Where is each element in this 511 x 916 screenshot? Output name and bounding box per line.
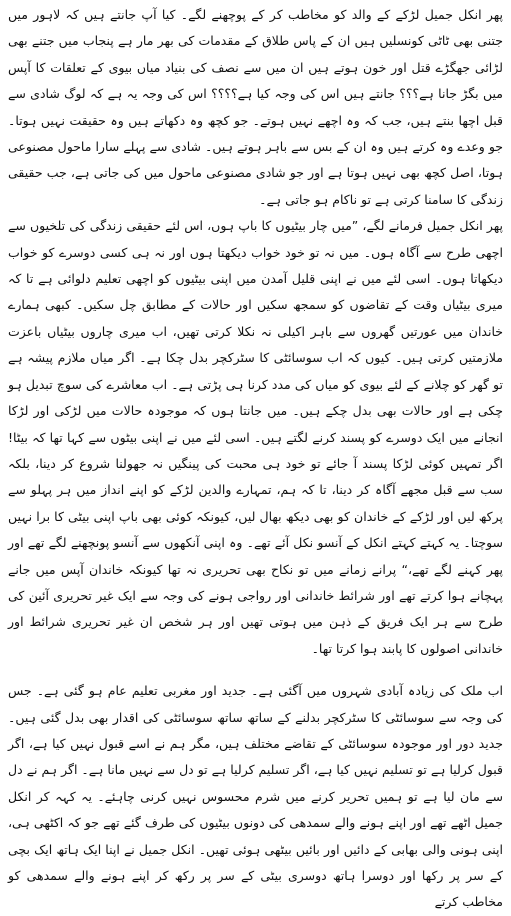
paragraph-modern-society: اب ملک کی زیادہ آبادی شہروں میں آگئی ہے۔ جدید اور مغربی تعلیم عام ہو گئی ہے۔ جس کی وجہ سے سوسائٹی کا سٹرکچر بدلنے کے ساتھ ساتھ سوسائٹی کی اقدار بھی بدل گئی ہیں۔ جدید دور اور موجودہ سوسائٹی کے تقاضے مختلف ہیں، مگر ہم نے اسے قبول نہیں کیا ہے، اگر قبول کرلیا ہے تو تسلیم نہیں کیا ہے، اگر تسلیم کرلیا ہے تو دل سے نہیں مانا ہے۔ اگر ہم نے دل سے مان لیا ہے تو ہمیں تحریر کرنے میں شرم محسوس نہیں کرنی چاہئے۔ یہ کہہ کر انکل جمیل اٹھے تھے اور اپنے ہونے والے سمدھی کی دونوں بیٹیوں کی طرف گئے تھے جو کہ اکٹھی ہی، اپنی ہونی والی بھابی کے دائیں اور بائیں بیٹھی ہوئی تھیں۔ انکل جمیل نے اپنا ایک ہاتھ ایک بچی کے سر پر رکھا اور دوسرا ہاتھ دوسری بیٹی کے سر پر رکھ کر اپنے ہونے والے سمدھی کو مخاطب کرتے bbox=[8, 683, 503, 910]
paragraph-four-daughters: پھر انکل جمیل فرمانے لگے، ”میں چار بیٹیوں کا باپ ہوں، اس لئے حقیقی زندگی کی تلخیوں سے اچھی طرح سے آگاہ ہوں۔ میں نہ تو خود خواب دیکھتا ہوں اور نہ ہی کسی دوسرے کو خواب دیکھاتا ہوں۔ اسی لئے میں نے اپنی قلیل آمدن میں اپنی بیٹیوں کو اچھی تعلیم دلوائی ہے تا کہ میری بیٹیاں وقت کے تقاضوں کو سمجھ سکیں اور حالات کے مطابق چل سکیں۔ کبھی ہمارے خاندان میں عورتیں گھروں سے باہر اکیلی نہ نکلا کرتی تھیں، اب میری چاروں بیٹیاں باعزت ملازمتیں کرتی ہیں۔ کیوں کہ اب سوسائٹی کا سٹرکچر بدل چکا ہے۔ اگر میاں ملازم پیشہ ہے تو گھر کو چلانے کے لئے بیوی کو میاں کی مدد کرنا ہی پڑتی ہے۔ اب معاشرے کی سوچ تبدیل ہو چکی ہے اور حالات بھی بدل چکے ہیں۔ میں جانتا ہوں کہ موجودہ حالات میں لڑکی اور لڑکا انجانے میں ایک دوسرے کو پسند کرنے لگتے ہیں۔ اسی لئے میں نے اپنی بیٹوں سے کہا تھا کہ بیٹا! اگر تمہیں کوئی لڑکا پسند آ جائے تو خود ہی محبت کی پینگیں نہ جھولنا شروع کر دینا، بلکہ سب سے قبل مجھے آگاہ کر دینا، تا کہ ہم، تمہارے والدین لڑکے کو اپنے انداز میں ہر پہلو سے پرکھ لیں اور لڑکے کے خاندان کو بھی دیکھ بھال لیں، کیونکہ کوئی بھی باپ اپنی بیٹی کا برا نہیں سوچتا۔ یہ کہتے کہتے انکل کے آنسو نکل آئے تھے۔ وہ اپنی آنکھوں سے آنسو پونچھنے لگے تھے اور پھر کہنے لگے تھے،“ پرانے زمانے میں تو نکاح بھی تحریری نہ تھا کیونکہ خاندان آپس میں جانے پہچانے ہوا کرتے تھے اور شرائط خاندانی اور رواجی ہونے کی وجہ سے ایک غیر تحریری آئین کی طرح سے ہر ایک فریق کے ذہن میں ہوتی تھیں اور ہر شخص ان غیر تحریری شرائط اور خاندانی اصولوں کا پابند ہوا کرتا تھا۔ bbox=[8, 218, 503, 656]
paragraph-uncle-divorce-cases: پھر انکل جمیل لڑکے کے والد کو مخاطب کر کے پوچھنے لگے۔ کیا آپ جانتے ہیں کہ لاہور میں جتنی بھی ٹاٹی کونسلیں ہیں ان کے پاس طلاق کے مقدمات کی بھر مار ہے پنجاب میں جتنے بھی لڑائی جھگڑے قتل اور خون ہوتے ہیں ان میں سے نصف کی بنیاد میاں بیوی کے تعلقات کا آپس میں بگڑ جانا ہے؟؟؟ جانتے ہیں اس کی وجہ کیا ہے؟؟؟؟ اس کی وجہ یہ ہے کہ لوگ شادی سے قبل اچھا بنتے ہیں، جب کہ وہ اچھے نہیں ہوتے۔ جو کچھ وہ دکھاتے ہیں وہ حقیقت نہیں ہوتا۔ جو وعدے وہ کرتے ہیں وہ ان کے بس سے باہر ہوتے ہیں۔ شادی سے پہلے سارا ماحول مصنوعی ہوتا، اصل کچھ بھی نہیں ہوتا ہے اور جو شادی مصنوعی ماحول میں کی جاتی ہے، جب حقیقی زندگی کا سامنا کرتی ہے تو ناکام ہو جاتی ہے۔ bbox=[8, 7, 503, 207]
